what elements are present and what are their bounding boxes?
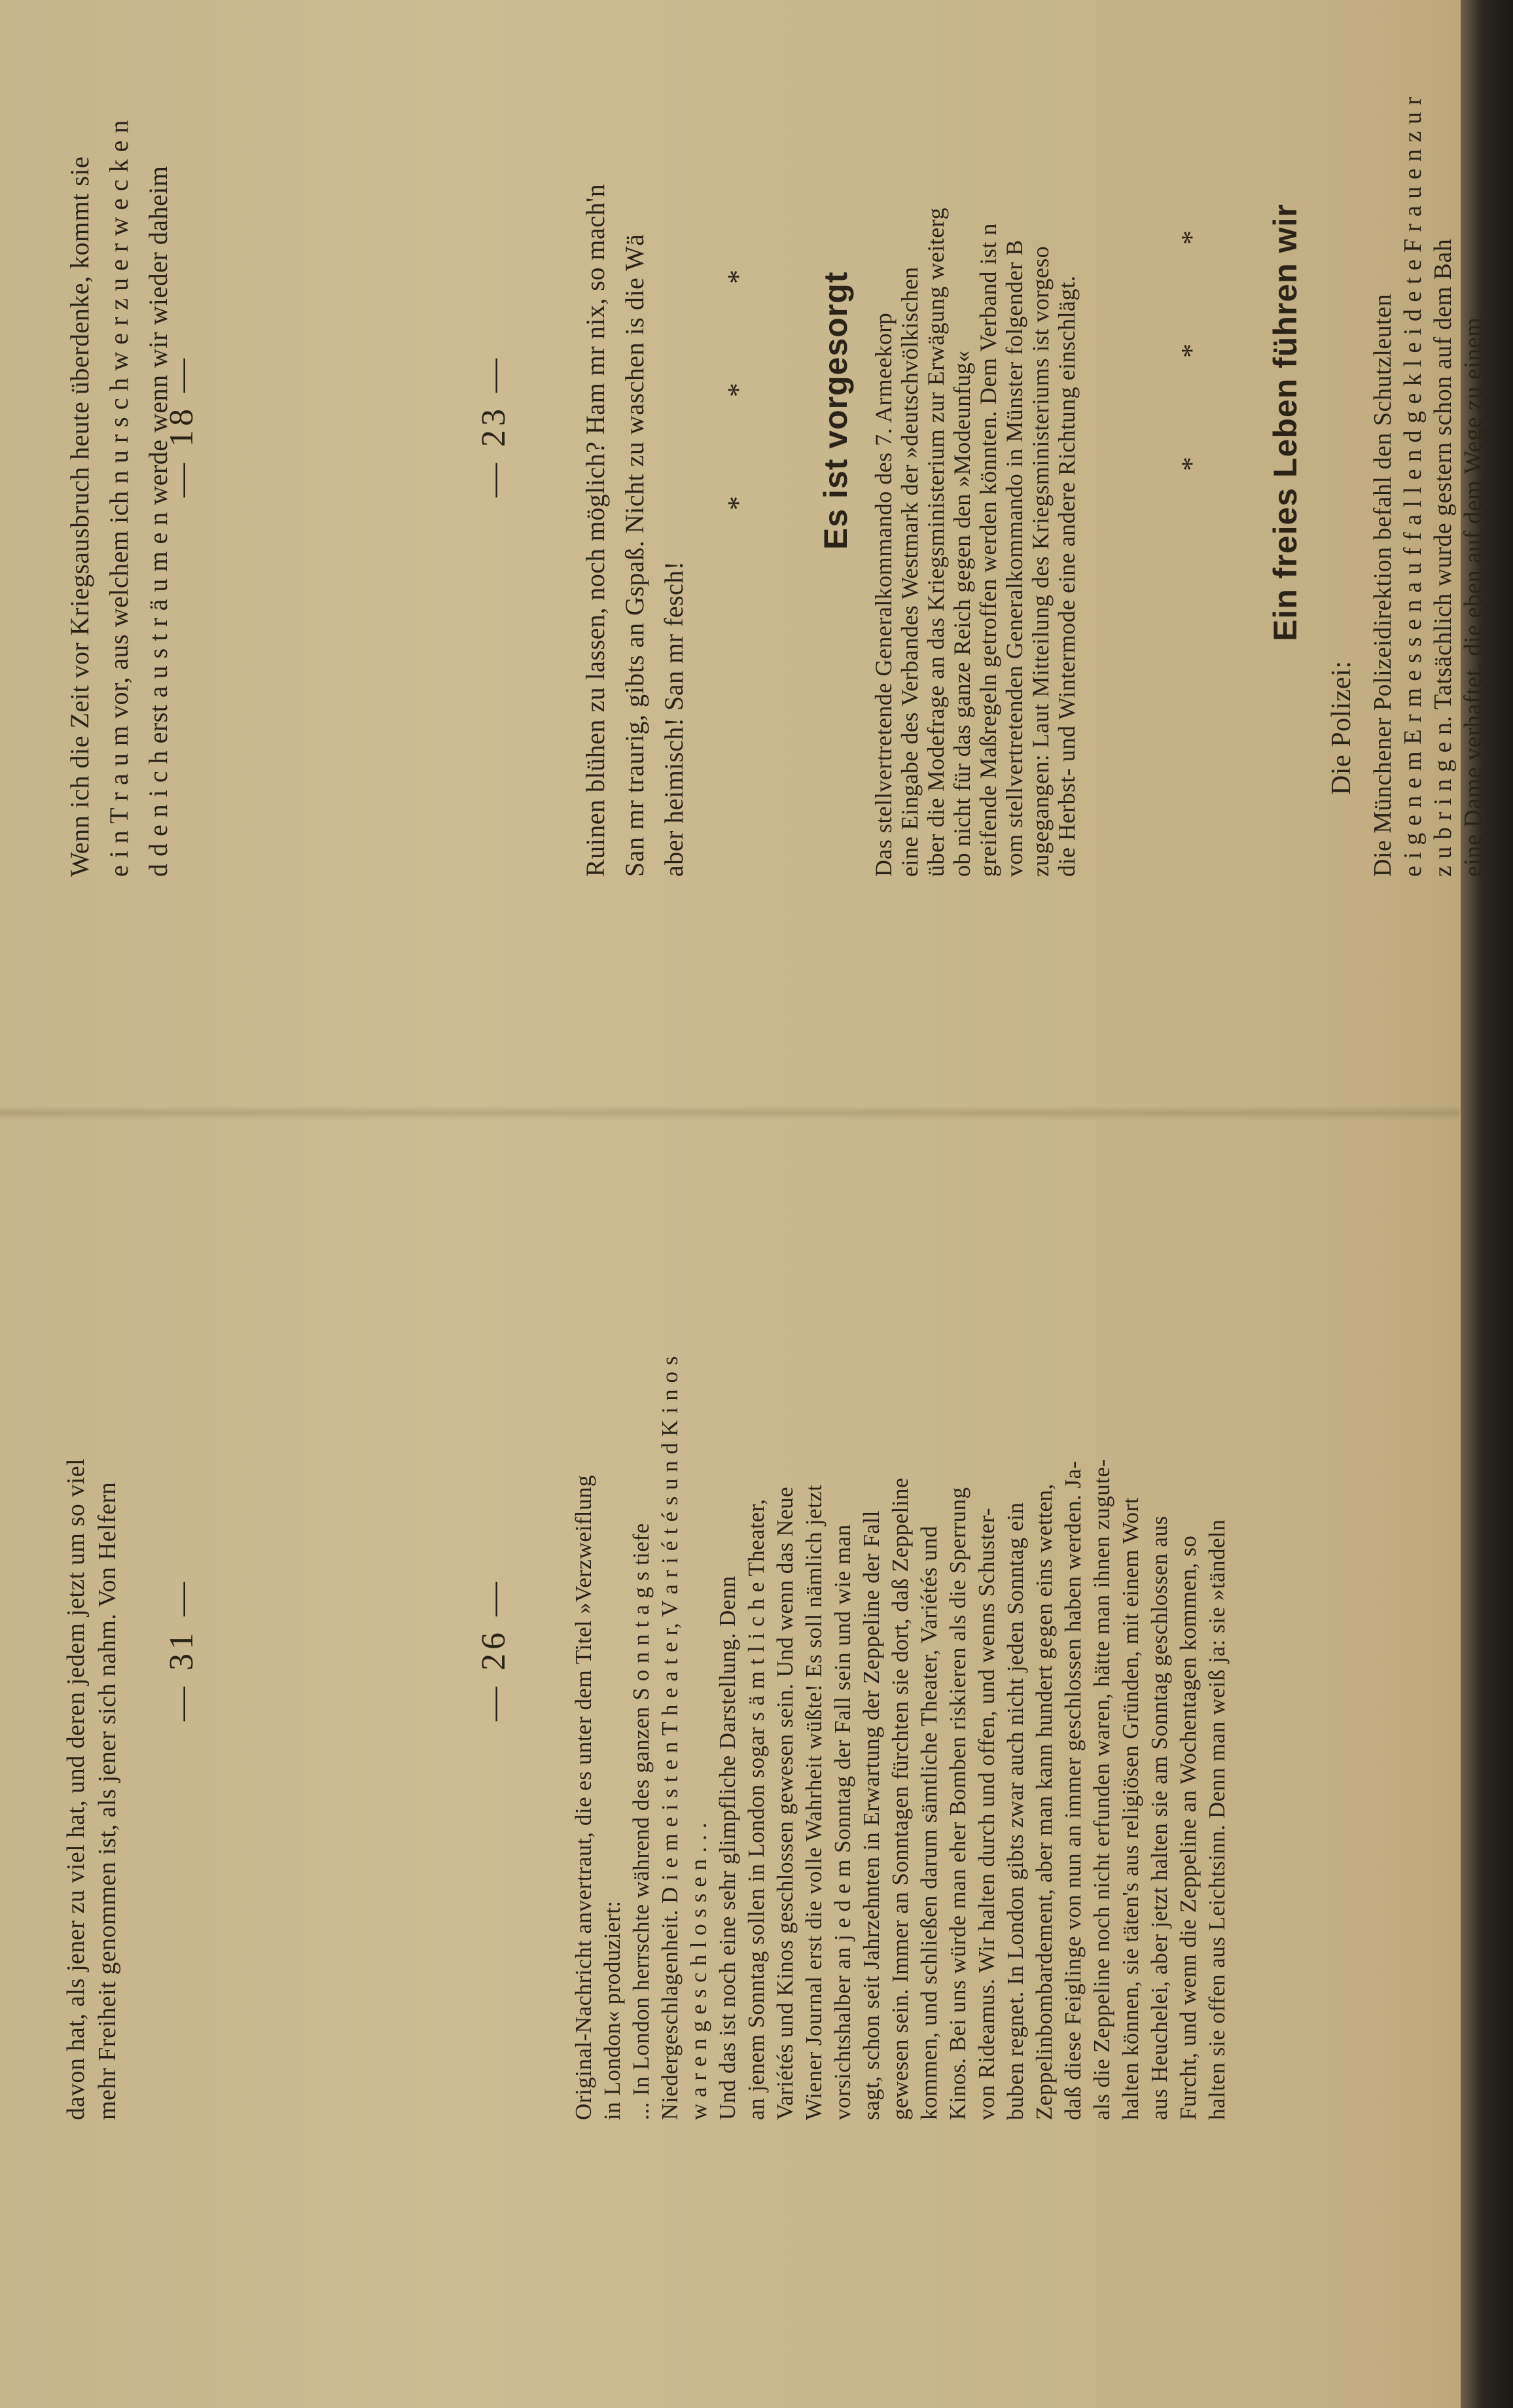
text-line: eine Dame verhaftet, die eben auf dem Wege zu einem	[1459, 317, 1487, 877]
page-number-26: — 26 —	[475, 1578, 512, 1721]
text-line: zugegangen: Laut Mitteilung des Kriegsministeriums ist vorgeso	[1027, 245, 1054, 877]
page-number-31: — 31 —	[163, 1578, 200, 1721]
text-line: eine Eingabe des Verbandes Westmark der »deutschvölkischen	[897, 266, 923, 877]
page-number-23: — 23 —	[475, 355, 512, 497]
text-line: aus Heuchelei, aber jetzt halten sie am Sonntag geschlossen aus	[1147, 1515, 1172, 2120]
text-line: davon hat, als jener zu viel hat, und deren jedem jetzt um so viel	[62, 1458, 90, 2120]
text-line: Wenn ich die Zeit vor Kriegsausbruch heute überdenke, kommt sie	[65, 156, 94, 877]
text-line: Die Münchener Polizeidirektion befahl den Schutzleuten	[1369, 293, 1397, 877]
text-line: w a r e n g e s c h l o s s e n . . .	[686, 1822, 711, 2120]
text-line: ... In London herrschte während des ganzen S o n n t a g s tiefe	[628, 1523, 654, 2120]
text-line: Kinos. Bei uns würde man eher Bomben riskieren als die Sperrung	[945, 1487, 970, 2120]
text-line: über die Modefrage an das Kriegsministerium zur Erwägung weiterg	[923, 207, 949, 877]
page-18-text	[60, 120, 178, 877]
text-line: vom stellvertretenden Generalkommando in Münster folgender B	[1001, 239, 1027, 877]
text-line: e i n T r a u m vor, aus welchem ich n u r s c h w e r z u e r w e c k e n	[104, 120, 134, 877]
text-line: kommen, und schließen darum sämtliche Theater, Variétés und	[916, 1525, 942, 2120]
text-line: mehr Freiheit genommen ist, als jener sich nahm. Von Helfern	[94, 1481, 121, 2120]
text-line: buben regnet. In London gibts zwar auch nicht jeden Sonntag ein	[1003, 1502, 1028, 2120]
page-23-body	[870, 207, 1080, 877]
text-line: Variétés und Kinos geschlossen gewesen sein. Und wenn das Neue	[772, 1486, 798, 2120]
text-line: San mr traurig, gibts an Gspaß. Nicht zu waschen is die Wä	[620, 234, 649, 877]
text-line: die Herbst- und Wintermode eine andere Richtung einschlägt.	[1054, 275, 1080, 877]
text-line: d d e n i c h erst a u s t r ä u m e n werde wenn wir wieder daheim	[143, 166, 173, 877]
text-line: an jenem Sonntag sollen in London sogar s ä m t l i c h e Theater,	[743, 1498, 769, 2120]
text-line: ob nicht für das ganze Reich gegen den »Modeunfug«	[949, 350, 975, 877]
page-31-text	[60, 1459, 123, 2120]
text-line: Ruinen blühen zu lassen, noch möglich? Ham mr nix, so mach'n	[580, 183, 610, 877]
text-line: Zeppelinbombardement, aber man kann hundert gegen eins wetten,	[1031, 1483, 1057, 2120]
text-line: halten sie offen aus Leichtsinn. Denn man weiß ja: sie »tändeln	[1204, 1519, 1230, 2120]
text-line: sagt, schon seit Jahrzehnten in Erwartung der Zeppeline der Fall	[859, 1510, 884, 2120]
text-line: Und das ist noch eine sehr glimpfliche Darstellung. Denn	[715, 1576, 740, 2120]
text-line: vorsichtshalber an j e d e m Sonntag der Fall sein und wie man	[830, 1524, 855, 2120]
page-23-tail	[1368, 96, 1488, 877]
text-line: Das stellvertretende Generalkommando des 7. Armeekorp	[870, 312, 897, 877]
section-stars-2: * * *	[1175, 185, 1207, 471]
heading-ein-freies-leben: Ein freies Leben führen wir	[1267, 204, 1304, 641]
page-number-18: — 18 —	[163, 355, 200, 497]
text-line: Furcht, und wenn die Zeppeline an Wochentagen kommen, so	[1175, 1535, 1201, 2120]
text-line: e i g e n e m E r m e s s e n a u f f a l l e n d g e k l e i d e t e F r a u e n z u r	[1399, 96, 1427, 877]
fold-line	[0, 1106, 1459, 1120]
text-line: von Rideamus. Wir halten durch und offen, und wenns Schuster-	[974, 1508, 999, 2120]
text-line: Niedergeschlagenheit. D i e m e i s t e n T h e a t e r, V a r i é t é s u n d K i n o s	[657, 1356, 683, 2120]
page-23-intro	[576, 184, 694, 877]
text-line: Wiener Journal erst die volle Wahrheit wüßte! Es soll nämlich jetzt	[801, 1484, 827, 2120]
text-line: als die Zeppeline noch nicht erfunden waren, hätte man ihnen zugute-	[1089, 1459, 1114, 2120]
text-line: Original-Nachricht anvertraut, die es unter dem Titel »Verzweiflung	[571, 1475, 596, 2120]
text-line: halten können, sie täten's aus religiösen Gründen, mit einem Wort	[1118, 1497, 1143, 2120]
text-line: greifende Maßregeln getroffen werden könnten. Dem Verband ist n	[975, 223, 1001, 877]
text-line: gewesen sein. Immer an Sonntagen fürchten sie dort, daß Zeppeline	[887, 1477, 913, 2120]
text-line: daß diese Feiglinge von nun an immer geschlossen haben werden. Ja-	[1060, 1461, 1086, 2120]
section-stars: * * *	[722, 224, 754, 510]
page-26-text	[569, 1356, 1232, 2120]
text-line: z u b r i n g e n. Tatsächlich wurde gestern schon auf dem Bah	[1429, 238, 1457, 877]
speaker-label: Die Polizei:	[1326, 660, 1357, 795]
text-line: in London« produziert:	[599, 1900, 625, 2120]
heading-es-ist-vorgesorgt: Es ist vorgesorgt	[817, 271, 854, 550]
text-line: aber heimisch! San mr fesch!	[659, 561, 688, 877]
